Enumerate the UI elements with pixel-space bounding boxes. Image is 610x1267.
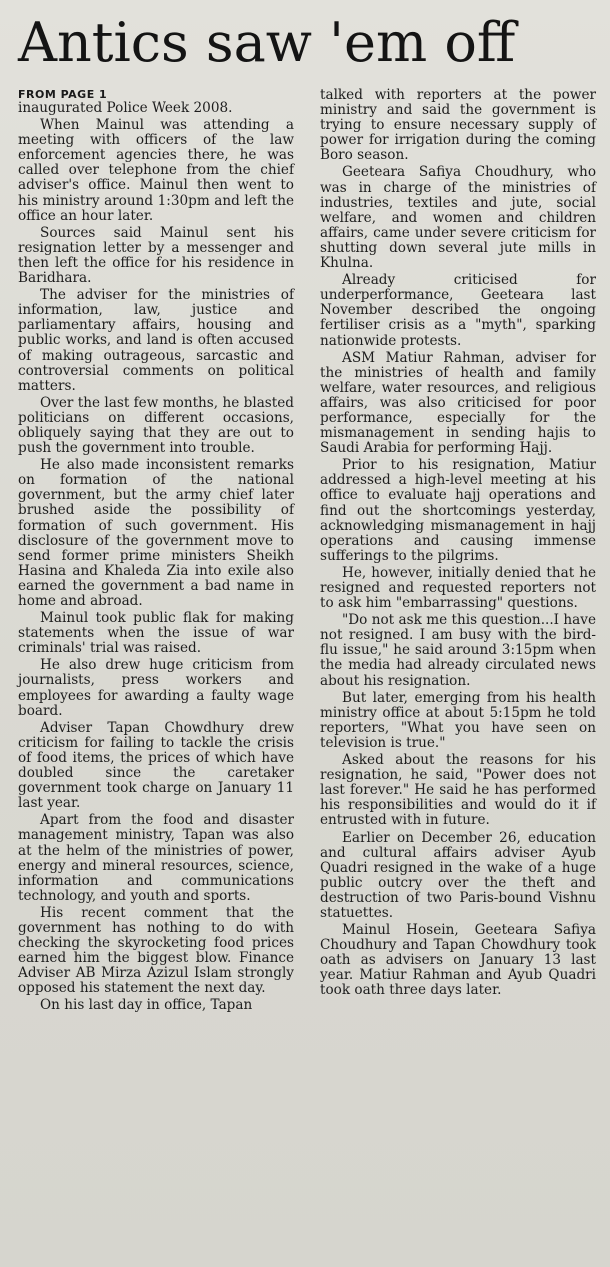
paragraph: He also drew huge criticism from journalists, press workers and employees for awarding a faulty wage board. (18, 657, 294, 719)
paragraph: Geeteara Safiya Choudhury, who was in charge of the ministries of industries, textiles and jute, social welfare, and women and children affairs, came under severe criticism for shutting down several jute mills in Khulna. (320, 164, 596, 272)
paragraph: The adviser for the ministries of information, law, justice and parliamentary affairs, housing and public works, and land is often accused of making outrageous, sarcastic and controversial comments on political matters. (18, 287, 294, 394)
paragraph: inaugurated Police Week 2008. (18, 100, 233, 116)
paragraph: ASM Matiur Rahman, adviser for the ministries of health and family welfare, water resources, and religious affairs, was also criticised for poor performance, especially for the mismanagement in sending hajis to Saudi Arabia for performing Hajj. (320, 349, 596, 457)
paragraph: Asked about the reasons for his resignation, he said, "Power does not last forever." He said he has performed his responsibilities and would do it if entrusted with in future. (320, 752, 596, 829)
paragraph: When Mainul was attending a meeting with officers of the law enforcement agencies there, he was called over telephone from the chief adviser's office. Mainul then went to his ministry around 1:30pm and left the office an hour later. (18, 117, 294, 224)
headline: Antics saw 'em off (18, 11, 516, 74)
paragraph: Already criticised for underperformance, Geeteara last November described the ongoing fertiliser crisis as a "myth", sparking nationwide protests. (320, 272, 596, 349)
paragraph: Mainul Hosein, Geeteara Safiya Choudhury and Tapan Chowdhury took oath as advisers on January 13 last year. Matiur Rahman and Ayub Quadri took oath three days later. (320, 922, 596, 999)
paragraph: Sources said Mainul sent his resignation letter by a messenger and then left the office for his residence in Baridhara. (18, 224, 294, 287)
paragraph: On his last day in office, Tapan (40, 997, 253, 1014)
paragraph: Mainul took public flak for making statements when the issue of war criminals' trial was raised. (18, 610, 294, 657)
paragraph: But later, emerging from his health ministry office at about 5:15pm he told reporters, "What you have seen on television is true." (320, 689, 596, 751)
paragraph: "Do not ask me this question...I have not resigned. I am busy with the bird-flu issue," he said around 3:15pm when the media had already circulated news about his resignation. (320, 612, 596, 689)
paragraph: Adviser Tapan Chowdhury drew criticism for failing to tackle the crisis of food items, the prices of which have doubled since the caretaker government took charge on January 11 last year. (18, 719, 294, 812)
paragraph: His recent comment that the government has nothing to do with checking the skyrocketing food prices earned him the biggest blow. Finance Adviser AB Mirza Azizul Islam strongly opposed his statement the next day. (18, 904, 294, 997)
column-right (320, 88, 596, 1016)
paragraph: Earlier on December 26, education and cultural affairs adviser Ayub Quadri resigned in the wake of a huge public outcry over the theft and destruction of two Paris-bound Vishnu statuettes. (320, 829, 596, 921)
column-left (18, 88, 294, 1016)
paragraph: Apart from the food and disaster management ministry, Tapan was also at the helm of the ministries of power, energy and mineral resources, science, information and communications technology, and youth and sports. (18, 812, 294, 904)
paragraph: Over the last few months, he blasted politicians on different occasions, obliquely saying that they are out to push the government into trouble. (18, 394, 294, 457)
paragraph: Prior to his resignation, Matiur addressed a high-level meeting at his office to evaluate hajj operations and find out the shortcomings yesterday, acknowledging mismanagement in hajj operations and causing immense sufferings to the pilgrims. (320, 457, 596, 564)
paragraph: He, however, initially denied that he resigned and requested reporters not to ask him "embarrassing" questions. (320, 564, 596, 612)
continuation-kicker: FROM PAGE 1 (18, 88, 108, 101)
article-columns (18, 88, 596, 1016)
paragraph: He also made inconsistent remarks on formation of the national government, but the army chief later brushed aside the possibility of formation of such government. His disclosure of the government move to send former prime ministers Sheikh Hasina and Khaleda Zia into exile also earned the government a bad name in home and abroad. (18, 457, 294, 609)
paragraph: talked with reporters at the power ministry and said the government is trying to ensure necessary supply of power for irrigation during the coming Boro season. (320, 87, 596, 164)
